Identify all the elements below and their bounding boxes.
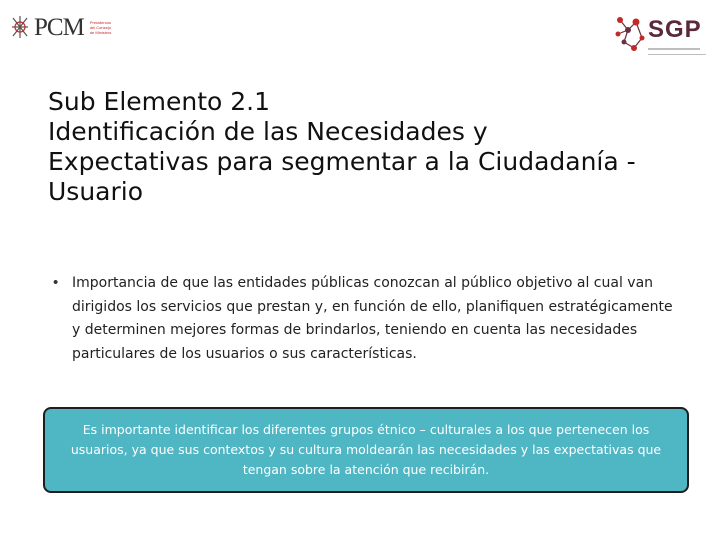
pcm-subtitle-line: de Ministros [89,29,112,35]
title-line: Expectativas para segmentar a la Ciudadanía - [48,147,636,176]
pcm-subtitle [90,20,122,35]
bullet-item [53,272,683,366]
sgp-wordmark: SGP [648,16,702,43]
bullet-marker: • [53,274,59,291]
callout-text: Es importante identificar los diferentes grupos étnico – culturales a los que pertenecen los usuarios, ya que sus contextos y su cultura moldearán las necesidades y las expectativas que tengan sobre la atención que recibirán. [70,422,662,477]
slide-title [48,87,688,207]
pcm-shield-icon [10,14,30,40]
pcm-logo [10,14,122,40]
title-line: Identificación de las Necesidades y [48,117,488,146]
bullet-text: Importancia de que las entidades públicas conozcan al público objetivo al cual van dirigidos los servicios que prestan y, en función de ello, planifiquen estratégicamente y determinen mejores formas de brindarlos, teniendo en cuenta las necesidades particulares de los usuarios o sus características. [72,275,673,362]
pcm-wordmark: PCM [34,13,84,41]
title-line: Usuario [48,177,144,206]
title-line: Sub Elemento 2.1 [48,87,271,116]
sgp-network-icon [614,12,648,56]
sgp-subtitle-line [648,54,706,55]
callout-box [43,407,689,493]
pcm-subtitle-line: del Consejo [89,24,111,30]
pcm-subtitle-line: Presidencia [89,19,111,25]
sgp-subtitle-line [648,48,700,50]
sgp-logo [614,12,706,64]
